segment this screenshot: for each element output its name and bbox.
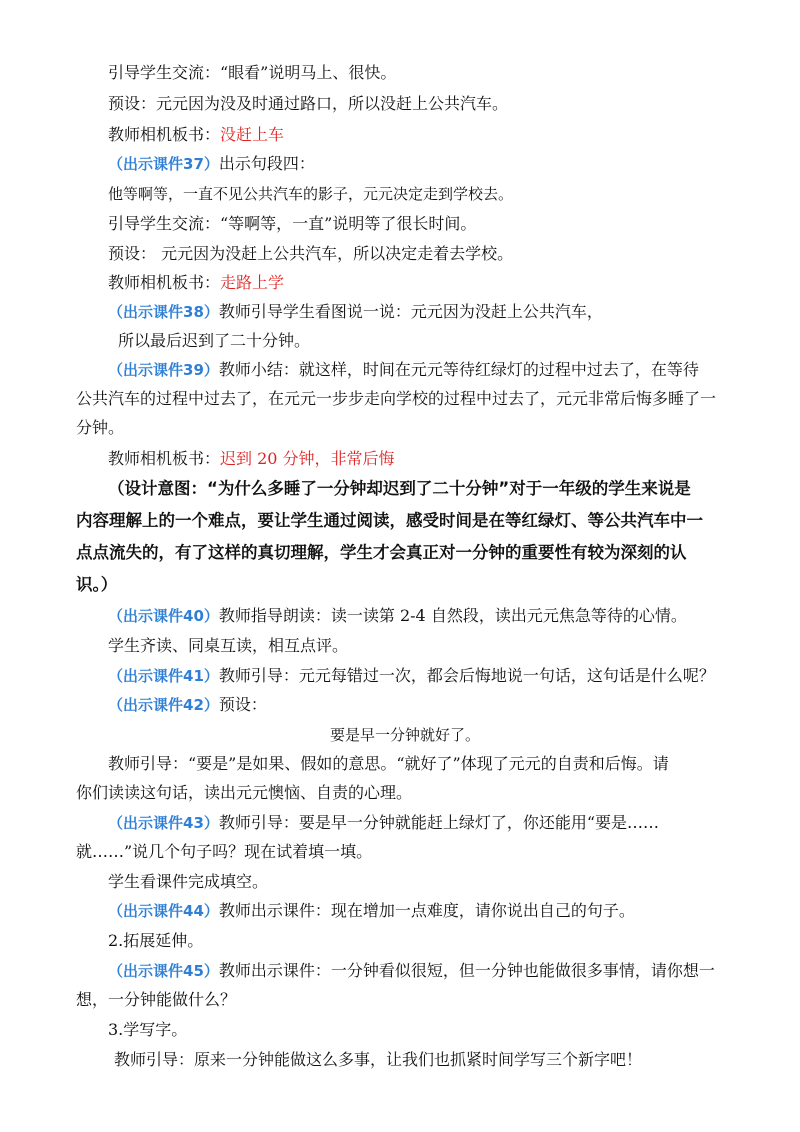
courseware-tag: （出示课件44） bbox=[108, 902, 219, 920]
text-run: 教师相机板书： bbox=[108, 449, 221, 468]
text-run: 教师相机板书： bbox=[108, 273, 221, 292]
text-run: 你们读读这句话，读出元元懊恼、自责的心理。 bbox=[76, 783, 413, 802]
text-run: 预设：元元因为没及时通过路口，所以没赶上公共汽车。 bbox=[108, 94, 509, 113]
text-run: 预设： 元元因为没赶上公共汽车，所以决定走着去学校。 bbox=[108, 244, 514, 263]
text-line-6 bbox=[108, 213, 760, 235]
text-run: 引导学生交流：“眼看”说明马上、很快。 bbox=[108, 63, 397, 82]
courseware-tag: （出示课件42） bbox=[108, 696, 219, 714]
text-line-18 bbox=[76, 574, 760, 596]
text-run: 分钟。 bbox=[76, 418, 125, 437]
text-run: 教师引导：“要是”是如果、假如的意思。“就好了”体现了元元的自责和后悔。请 bbox=[108, 754, 669, 773]
text-run: 出示句段四： bbox=[218, 154, 315, 173]
text-run: 教师小结：就这样，时间在元元等待红绿灯的过程中过去了，在等待 bbox=[218, 360, 699, 379]
courseware-tag: （出示课件45） bbox=[108, 962, 219, 980]
text-run: 教师出示课件：一分钟看似很短，但一分钟也能做很多事情，请你想一 bbox=[218, 961, 715, 980]
text-run: 所以最后迟到了二十分钟。 bbox=[118, 331, 311, 350]
text-run: 公共汽车的过程中过去了，在元元一步步走向学校的过程中过去了，元元非常后悔多睡了一 bbox=[76, 389, 717, 408]
courseware-tag: （出示课件39） bbox=[108, 361, 219, 379]
quoted-sentence: 要是早一分钟就好了。 bbox=[330, 726, 481, 744]
text-line-13 bbox=[76, 417, 760, 439]
text-line-27 bbox=[76, 841, 760, 863]
design-intent-text: （设计意图：“为什么多睡了一分钟却迟到了二十分钟”对于一年级的学生来说是 bbox=[108, 479, 691, 498]
quoted-sentence: 他等啊等，一直不见公共汽车的影子，元元决定走到学校去。 bbox=[108, 185, 514, 203]
design-intent-text: 点点流失的，有了这样的真切理解，学生才会真正对一分钟的重要性有较为深刻的认 bbox=[76, 543, 687, 562]
courseware-tag: （出示课件41） bbox=[108, 667, 219, 685]
text-line-25 bbox=[76, 782, 760, 804]
text-run: 教师引导学生看图说一说：元元因为没赶上公共汽车， bbox=[218, 302, 603, 321]
text-run: 教师引导：元元每错过一次，都会后悔地说一句话，这句话是什么呢？ bbox=[218, 666, 715, 685]
text-run: 教师指导朗读：读一读第 2-4 自然段，读出元元焦急等待的心情。 bbox=[218, 606, 687, 625]
text-run: 2.拓展延伸。 bbox=[108, 931, 204, 950]
text-run: 就……”说几个句子吗？现在试着填一填。 bbox=[76, 842, 373, 861]
text-line-31 bbox=[108, 960, 760, 982]
text-run: 学生看课件完成填空。 bbox=[108, 872, 269, 891]
text-line-34 bbox=[114, 1049, 760, 1071]
text-run: 教师引导：原来一分钟能做这么多事，让我们也抓紧时间学写三个新字吧！ bbox=[114, 1050, 643, 1069]
text-line-23 bbox=[330, 724, 760, 746]
board-writing: 没赶上车 bbox=[220, 125, 285, 144]
text-line-11 bbox=[108, 359, 760, 381]
board-writing: 迟到 20 分钟，非常后悔 bbox=[220, 449, 395, 468]
text-line-14 bbox=[108, 448, 760, 470]
text-line-9 bbox=[108, 301, 760, 323]
text-run: 教师出示课件：现在增加一点难度，请你说出自己的句子。 bbox=[218, 901, 635, 920]
text-line-1 bbox=[108, 62, 760, 84]
text-run: 3.学写字。 bbox=[108, 1020, 188, 1039]
text-run: 教师引导：要是早一分钟就能赶上绿灯了，你还能用“要是…… bbox=[218, 813, 660, 832]
text-line-24 bbox=[108, 753, 760, 775]
text-run: 教师相机板书： bbox=[108, 125, 221, 144]
text-line-7 bbox=[108, 243, 760, 265]
text-run: 预设： bbox=[218, 695, 267, 714]
text-run: 引导学生交流：“等啊等，一直”说明等了很长时间。 bbox=[108, 214, 477, 233]
text-line-4 bbox=[108, 153, 760, 175]
text-run: 想，一分钟能做什么？ bbox=[76, 990, 237, 1009]
courseware-tag: （出示课件40） bbox=[108, 607, 219, 625]
text-line-21 bbox=[108, 665, 760, 687]
text-line-28 bbox=[108, 871, 760, 893]
text-line-29 bbox=[108, 900, 760, 922]
design-intent-text: 识。） bbox=[76, 575, 118, 594]
text-line-12 bbox=[76, 388, 760, 410]
text-line-30 bbox=[108, 930, 760, 952]
courseware-tag: （出示课件38） bbox=[108, 303, 219, 321]
text-run: 学生齐读、同桌互读，相互点评。 bbox=[108, 636, 349, 655]
text-line-5 bbox=[108, 183, 760, 205]
text-line-15 bbox=[108, 478, 760, 500]
text-line-16 bbox=[76, 510, 760, 532]
text-line-26 bbox=[108, 812, 760, 834]
text-line-3 bbox=[108, 124, 760, 146]
text-line-17 bbox=[76, 542, 760, 564]
text-line-19 bbox=[108, 605, 760, 627]
text-line-2 bbox=[108, 93, 760, 115]
text-line-10 bbox=[118, 330, 760, 352]
text-line-20 bbox=[108, 635, 760, 657]
design-intent-text: 内容理解上的一个难点，要让学生通过阅读，感受时间是在等红绿灯、等公共汽车中一 bbox=[76, 511, 703, 530]
text-line-22 bbox=[108, 694, 760, 716]
text-line-32 bbox=[76, 989, 760, 1011]
text-line-33 bbox=[108, 1019, 760, 1041]
courseware-tag: （出示课件37） bbox=[108, 155, 219, 173]
text-line-8 bbox=[108, 272, 760, 294]
board-writing: 走路上学 bbox=[220, 273, 285, 292]
courseware-tag: （出示课件43） bbox=[108, 814, 219, 832]
